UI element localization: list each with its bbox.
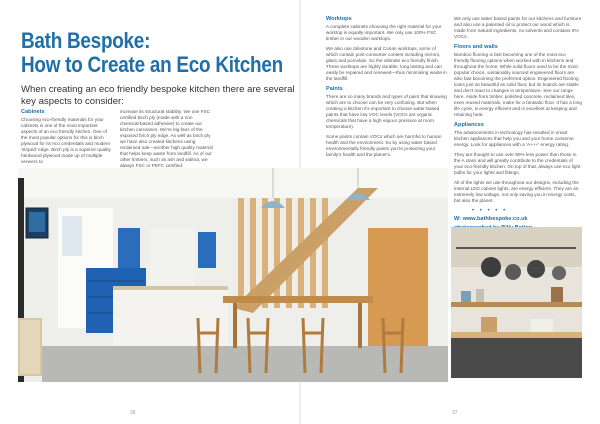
worktops-text-2: We also use Silestone and Corian worktops, some of which contain post-consumer content including mirrors, glass and porcelain. So the ultimate eco friendly finish. These worktops are highly durable, long lasting and can easily be repaired and renewed—thus minimising waste in the landfill. (326, 46, 447, 81)
title-line-1: Bath Bespoke: (21, 28, 151, 53)
intro-paragraph: When creating an eco friendly bespoke kitchen there are several key aspects to consider: (21, 84, 295, 107)
cabinets-text-1: Choosing eco-friendly materials for your cabinets is one of the most important aspects of an eco friendly kitchen. One of the most popular options for this is birch plywood for its eco credentials and modern 'striped' edge. Birch ply is a superior quality hardwood plywood made up of multiple veneers to (21, 117, 111, 164)
column-cabinets (21, 109, 114, 169)
appliances-text-2: They are thought to use over 90% less power than those in the A class and will greatly contribute to the credentials of your eco-friendly kitchen. On top of that, always use eco light bulbs for your lights and fittings. (454, 152, 581, 175)
cabinets-text-2: increase its structural stability. We use FSC certified birch ply (made with a non chemical-based adhesive) to create our kitchen carcasses. We're big fans of the exposed birch ply edge. As well as birch ply we have also created kitchens using reclaimed oak—another high quality material that helps keep waste from landfill. As of our other timbers, such as ash and walnut, we always FSC or PEFC certified. (120, 109, 213, 168)
page-number-right: 37 (452, 410, 458, 416)
paints-text-2: Some paints contain VOCs which are harmful to human health and the environment. So by using water based environmentally friendly paints you're protecting your family's health and the planet's. (326, 134, 442, 157)
page-number-left: 36 (130, 410, 136, 416)
column-right (454, 16, 582, 232)
paints-heading: Paints (326, 86, 343, 92)
paints-text-3: We only use water based paints for our kitchens and furniture and also use a patented oil to protect our wood which is made from natural ingredients, no solvents and contains 0% VOCs. (454, 16, 582, 39)
worktops-heading: Worktops (326, 16, 352, 22)
paints-text-1: There are so many brands and types of paint that knowing which are to choose can be very confusing. But when creating a kitchen it's important to choose water-based paints that have low VOC levels (VOCs are organic chemicals that have a high vapour pressure at room temperature). (326, 94, 447, 129)
kitchen-detail-photo (451, 227, 582, 378)
divider-dots: • • • • • (472, 208, 508, 214)
floors-text: Bamboo flooring is fast becoming one of the most eco friendly flooring options when worked with in kitchens and throughout the home. While solid floors used to be the most popular choice, sustainably sourced engineered floors are also fast becoming the preferred option. Engineered flooring looks just as beautiful as solid floor, but its boards are stable and don't react to changes in temperature. See our range here. Aside from timber, polished concrete, reclaimed tiles, even reused materials, make for a fantastic floor. It has a long life cycle, is energy efficient and is excellent at keeping and retaining heat. (454, 52, 582, 117)
column-cabinets-cont (120, 109, 213, 173)
appliances-heading: Appliances (454, 122, 484, 128)
appliances-text-3: All of the lights we use throughout our designs, including the internal LED cabinet lights, are energy efficient. They are an extremely low voltage, not only saving you in energy costs, but also the planet. (454, 180, 579, 203)
column-worktops-paints (326, 16, 449, 162)
website-credit: W: www.bathbespoke.co.uk (454, 216, 528, 222)
kitchen-photo (18, 168, 448, 382)
title-line-2: How to Create an Eco Kitchen (21, 52, 283, 77)
appliances-text-1: The advancements in technology has resulted in smart kitchen appliances that help you and your home conserve energy. Look for appliances with a 'A+++' energy rating. (454, 130, 574, 147)
worktops-text-1: A complete cabinets choosing the right material for your worktop is equally important. We only use 100% FSC timber in our wooden worktops. (326, 24, 442, 41)
article-title (21, 29, 283, 77)
floors-heading: Floors and walls (454, 44, 498, 50)
cabinets-heading: Cabinets (21, 109, 45, 115)
